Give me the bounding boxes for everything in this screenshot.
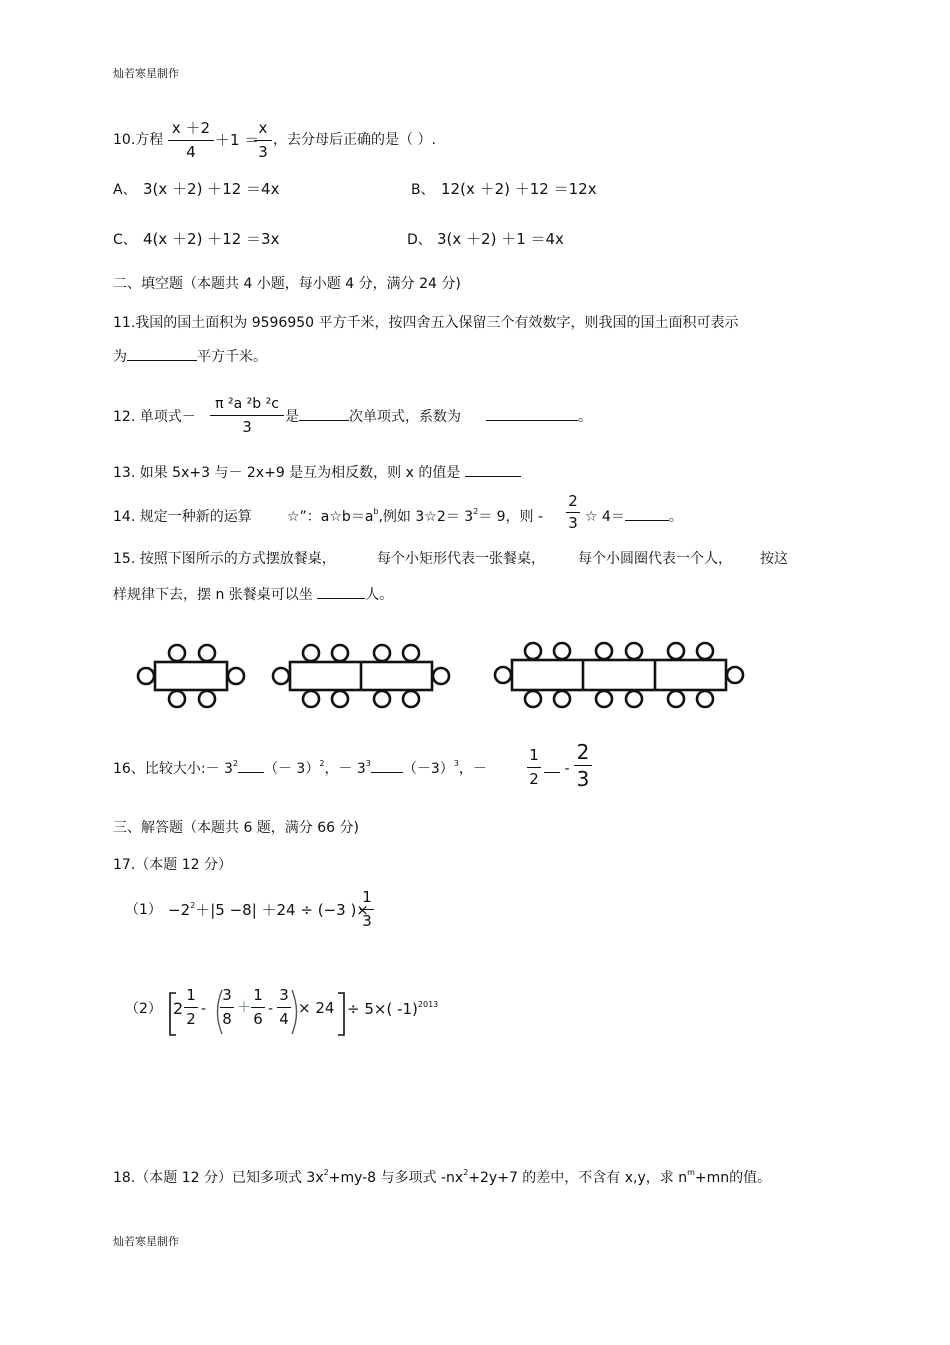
q10-rhs-num: x — [258, 119, 268, 137]
q14-example2: ＝ 9，则 - — [478, 509, 544, 525]
header-watermark: 灿若寒星制作 — [113, 67, 179, 80]
seat-circle — [403, 645, 419, 661]
section-3-title: 三、解答题（本题共 6 题，满分 66 分) — [113, 820, 359, 836]
q17-p2-n2: 3 — [222, 986, 232, 1004]
plus-sign: ＋ — [237, 1000, 251, 1016]
seat-circle — [554, 691, 570, 707]
seat-circle — [525, 691, 541, 707]
q18-end: +mn的值。 — [694, 1170, 772, 1186]
q14-end: 。 — [668, 509, 683, 525]
q16-num1: 1 — [529, 746, 539, 764]
seat-circle — [199, 645, 215, 661]
q17-p2-d3: 6 — [253, 1010, 263, 1028]
seat-circle — [668, 643, 684, 659]
q18-prefix: 18.（本题 12 分）已知多项式 3x — [113, 1170, 324, 1186]
q17-p1-base: −2 — [168, 901, 191, 919]
q10-option-d-label: D、 — [407, 232, 432, 248]
q12-prefix: 12. 单项式－ — [113, 409, 196, 425]
q17-p2-n3: 1 — [253, 986, 263, 1004]
q17-p2-d4: 4 — [279, 1010, 289, 1028]
q14-num: 2 — [568, 492, 578, 510]
seat-circle — [303, 645, 319, 661]
q16-fraction-1 — [527, 748, 541, 787]
seat-circle — [697, 691, 713, 707]
fraction-bar — [527, 767, 541, 768]
q18-mid2: +2y+7 的差中，不含有 x,y，求 n — [468, 1170, 688, 1186]
q17-p1-rest: ＋|5 −8| ＋24 ÷ (−3 )× — [195, 901, 369, 919]
q14-op-text: ☆”：a☆b＝a — [287, 509, 374, 525]
q14-tail-text: ☆ 4＝ — [585, 509, 625, 525]
q10-prefix: 10.方程 — [113, 132, 164, 148]
q10-option-c: 4(x ＋2) ＋12 ＝3x — [143, 230, 280, 248]
q16-sup4: 3 — [453, 759, 459, 768]
q15-line1-d: 按这 — [760, 551, 788, 567]
q17-p2-n1: 1 — [186, 986, 196, 1004]
fraction-bar — [184, 1007, 198, 1008]
q16-part2: （－ 3） — [263, 761, 320, 777]
table-rect — [512, 660, 726, 690]
q17-p2-label: （2） — [125, 1001, 162, 1017]
q17-title: 17.（本题 12 分） — [113, 857, 232, 873]
fraction-bar — [574, 765, 592, 766]
q11-line1: 11.我国的国土面积为 9596950 平方千米，按四舍五入保留三个有效数字，则我国的国土面积可表示 — [113, 315, 739, 331]
q15-line1-c: 每个小圆圈代表一个人， — [578, 551, 732, 567]
q15-line1-b: 每个小矩形代表一张餐桌， — [377, 551, 545, 567]
seat-circle — [403, 691, 419, 707]
fraction-bar — [360, 909, 374, 910]
fraction-bar — [251, 1007, 265, 1008]
q17-p2-fraction-3 — [251, 988, 265, 1027]
q16-den2: 3 — [576, 767, 590, 791]
q17-p1-sup: 2 — [190, 901, 196, 910]
q14-prefix: 14. 规定一种新的运算 — [113, 509, 252, 525]
minus-sign: - — [201, 1001, 207, 1017]
seat-circle — [433, 668, 449, 684]
q16-blank-1 — [238, 772, 264, 773]
right-bracket — [338, 993, 344, 1035]
q10-option-b: 12(x ＋2) ＋12 ＝12x — [441, 180, 597, 198]
q10-option-a-label: A、 — [113, 182, 137, 198]
q12-den: 3 — [242, 418, 252, 436]
seat-circle — [273, 668, 289, 684]
q18-sup1: 2 — [323, 1168, 329, 1177]
seat-circle — [495, 667, 511, 683]
seat-circle — [596, 691, 612, 707]
q15-line1-a: 15. 按照下图所示的方式摆放餐桌， — [113, 551, 336, 567]
seat-circle — [374, 645, 390, 661]
q16-text — [113, 759, 487, 777]
seat-circle — [169, 645, 185, 661]
q11-line2-suffix: 平方千米。 — [197, 349, 267, 365]
q17-p2-whole: 2 — [173, 999, 184, 1018]
q16-blank-3 — [544, 772, 560, 773]
q16-part3: ，－ 3 — [324, 761, 366, 777]
seat-circle — [138, 668, 154, 684]
q15-line2-a: 样规律下去，摆 n 张餐桌可以坐 — [113, 587, 313, 603]
q12-num: π ²a ²b ²c — [215, 396, 279, 412]
fraction-bar — [220, 1007, 234, 1008]
q10-option-d: 3(x ＋2) ＋1 ＝4x — [437, 230, 564, 248]
q14-sup-2: 2 — [473, 507, 479, 516]
seat-circle — [697, 643, 713, 659]
minus-sign: - — [268, 1001, 274, 1017]
table-rect — [155, 662, 227, 690]
q10-option-b-label: B、 — [411, 182, 435, 198]
seat-circle — [228, 668, 244, 684]
q10-mid: ＋1 ＝ — [215, 131, 260, 149]
q14-example: ,例如 3☆2＝ 3 — [378, 509, 474, 525]
q18-sup3: m — [687, 1168, 695, 1177]
q17-p2-fraction-4 — [277, 988, 291, 1027]
q12-end: 。 — [578, 409, 592, 425]
q10-option-c-label: C、 — [113, 232, 137, 248]
q16-den1: 2 — [529, 770, 539, 788]
seat-circle — [169, 691, 185, 707]
q17-p1-label: （1） — [125, 902, 162, 918]
q17-p1-expr — [168, 903, 369, 918]
q17-p2-tail — [347, 1002, 438, 1017]
q16-fraction-2 — [574, 742, 592, 789]
q17-p2-sup: 2013 — [417, 1000, 439, 1009]
seat-circle — [303, 691, 319, 707]
q10-option-a: 3(x ＋2) ＋12 ＝4x — [143, 180, 280, 198]
q17-p1-fraction — [360, 890, 374, 929]
q17-p2-n4: 3 — [279, 986, 289, 1004]
q14-den: 3 — [568, 514, 578, 532]
seat-circle — [626, 643, 642, 659]
right-paren — [292, 990, 297, 1034]
seat-circle — [332, 645, 348, 661]
seat-circle — [668, 691, 684, 707]
seat-circle — [626, 691, 642, 707]
q16-part4: （－3） — [402, 761, 454, 777]
q18-text — [113, 1168, 772, 1186]
q17-p2-times-24: × 24 — [298, 999, 335, 1017]
q18-mid: +my-8 与多项式 -nx — [328, 1170, 464, 1186]
q17-p1-num: 1 — [362, 888, 372, 906]
q10-suffix: ，去分母后正确的是（ ）. — [273, 132, 436, 148]
seat-circle — [199, 691, 215, 707]
seat-circle — [554, 643, 570, 659]
q17-p2-tail-text: ÷ 5×( -1) — [347, 1000, 418, 1018]
seat-circle — [727, 667, 743, 683]
q11-line2-prefix: 为 — [113, 349, 127, 365]
q10-lhs-num: x ＋2 — [171, 119, 211, 137]
q17-p2-d1: 2 — [186, 1010, 196, 1028]
q16-sup1: 2 — [232, 759, 238, 768]
q10-lhs-den: 4 — [186, 143, 196, 161]
q16-blank-2 — [371, 772, 403, 773]
q16-part5: ，－ — [458, 761, 487, 777]
fraction-bar — [277, 1007, 291, 1008]
q10-rhs-den: 3 — [258, 143, 268, 161]
q12-mid2-text: 次单项式，系数为 — [349, 409, 461, 425]
q14-sup-b: b — [373, 507, 379, 516]
q13-question: 13. 如果 5x+3 与－ 2x+9 是互为相反数，则 x 的值是 — [113, 465, 461, 481]
q16-sup2: 2 — [319, 759, 325, 768]
q16-prefix: 16、比较大小:－ 3 — [113, 761, 233, 777]
q17-p2-fraction-2 — [220, 988, 234, 1027]
q16-num2: 2 — [576, 740, 590, 764]
q17-p1-den: 3 — [362, 912, 372, 930]
footer-watermark: 灿若寒星制作 — [113, 1235, 179, 1248]
q16-sup3: 3 — [365, 759, 371, 768]
seat-circle — [596, 643, 612, 659]
q17-p2-fraction-1 — [184, 988, 198, 1027]
seat-circle — [525, 643, 541, 659]
q17-p2-d2: 8 — [222, 1010, 232, 1028]
q16-tail: - — [544, 762, 570, 776]
q15-line2-b: 人。 — [365, 587, 394, 603]
seat-circle — [374, 691, 390, 707]
q12-mid-text: 是 — [285, 409, 299, 425]
seat-circle — [332, 691, 348, 707]
section-2-title: 二、填空题（本题共 4 小题，每小题 4 分，满分 24 分) — [113, 276, 461, 292]
q18-sup2: 2 — [463, 1168, 469, 1177]
